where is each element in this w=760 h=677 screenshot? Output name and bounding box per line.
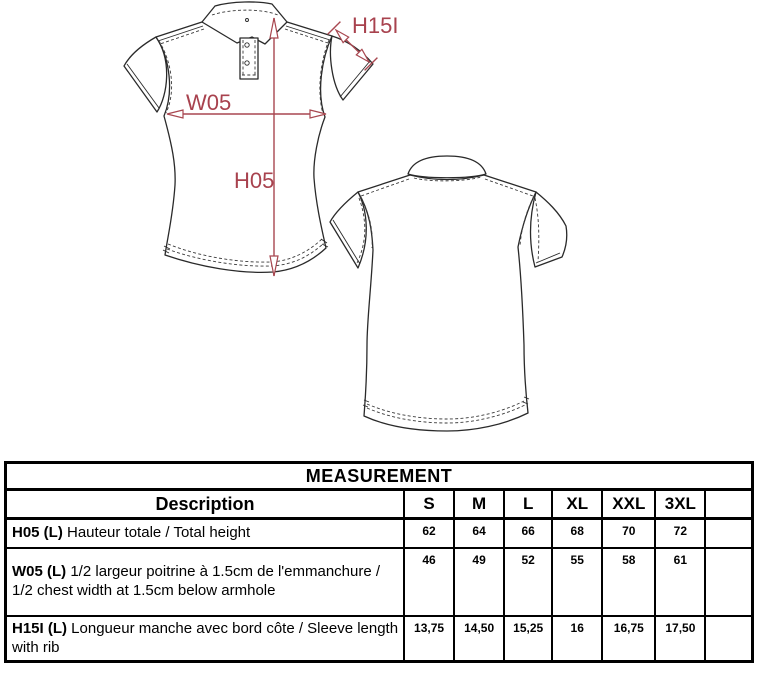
measurement-value: 58 bbox=[602, 548, 655, 616]
measurement-value: 17,50 bbox=[655, 616, 705, 662]
h15i-label: H15I bbox=[352, 13, 399, 38]
measurement-table bbox=[4, 461, 754, 663]
row-description: H15I (L) Longueur manche avec bord côte / Sleeve length with rib bbox=[6, 616, 405, 662]
measurement-value: 16,75 bbox=[602, 616, 655, 662]
measurement-value: 13,75 bbox=[404, 616, 454, 662]
measurement-value-empty bbox=[705, 519, 752, 548]
measurement-value: 72 bbox=[655, 519, 705, 548]
description-header: Description bbox=[6, 490, 405, 519]
row-description: H05 (L) Hauteur totale / Total height bbox=[6, 519, 405, 548]
size-header-xxl: XXL bbox=[602, 490, 655, 519]
back-view-drawing bbox=[330, 156, 567, 431]
w05-label: W05 bbox=[186, 90, 232, 115]
measurement-value: 52 bbox=[504, 548, 552, 616]
back-body bbox=[358, 175, 536, 431]
size-header-xl: XL bbox=[552, 490, 602, 519]
size-header-m: M bbox=[454, 490, 504, 519]
row-description: W05 (L) 1/2 largeur poitrine à 1.5cm de l'emmanchure / 1/2 chest width at 1.5cm below armhole bbox=[6, 548, 405, 616]
measurement-value: 55 bbox=[552, 548, 602, 616]
size-header-3xl: 3XL bbox=[655, 490, 705, 519]
measurement-value: 68 bbox=[552, 519, 602, 548]
table-row bbox=[6, 519, 753, 548]
measurement-value: 61 bbox=[655, 548, 705, 616]
table-row bbox=[6, 616, 753, 662]
table-title: MEASUREMENT bbox=[6, 463, 753, 490]
measurement-value-empty bbox=[705, 548, 752, 616]
measurement-value: 15,25 bbox=[504, 616, 552, 662]
measurement-value: 14,50 bbox=[454, 616, 504, 662]
front-left-sleeve bbox=[124, 37, 167, 112]
measurement-value: 46 bbox=[404, 548, 454, 616]
measurement-value: 49 bbox=[454, 548, 504, 616]
back-right-sleeve bbox=[531, 192, 567, 267]
measurement-value: 70 bbox=[602, 519, 655, 548]
measurement-value: 64 bbox=[454, 519, 504, 548]
back-collar bbox=[408, 156, 486, 178]
measurement-value: 66 bbox=[504, 519, 552, 548]
size-header-l: L bbox=[504, 490, 552, 519]
table-row bbox=[6, 548, 753, 616]
measurement-value: 62 bbox=[404, 519, 454, 548]
h05-label: H05 bbox=[234, 168, 275, 193]
measurement-value: 16 bbox=[552, 616, 602, 662]
size-header-s: S bbox=[404, 490, 454, 519]
measurement-value-empty bbox=[705, 616, 752, 662]
size-header-empty bbox=[705, 490, 752, 519]
